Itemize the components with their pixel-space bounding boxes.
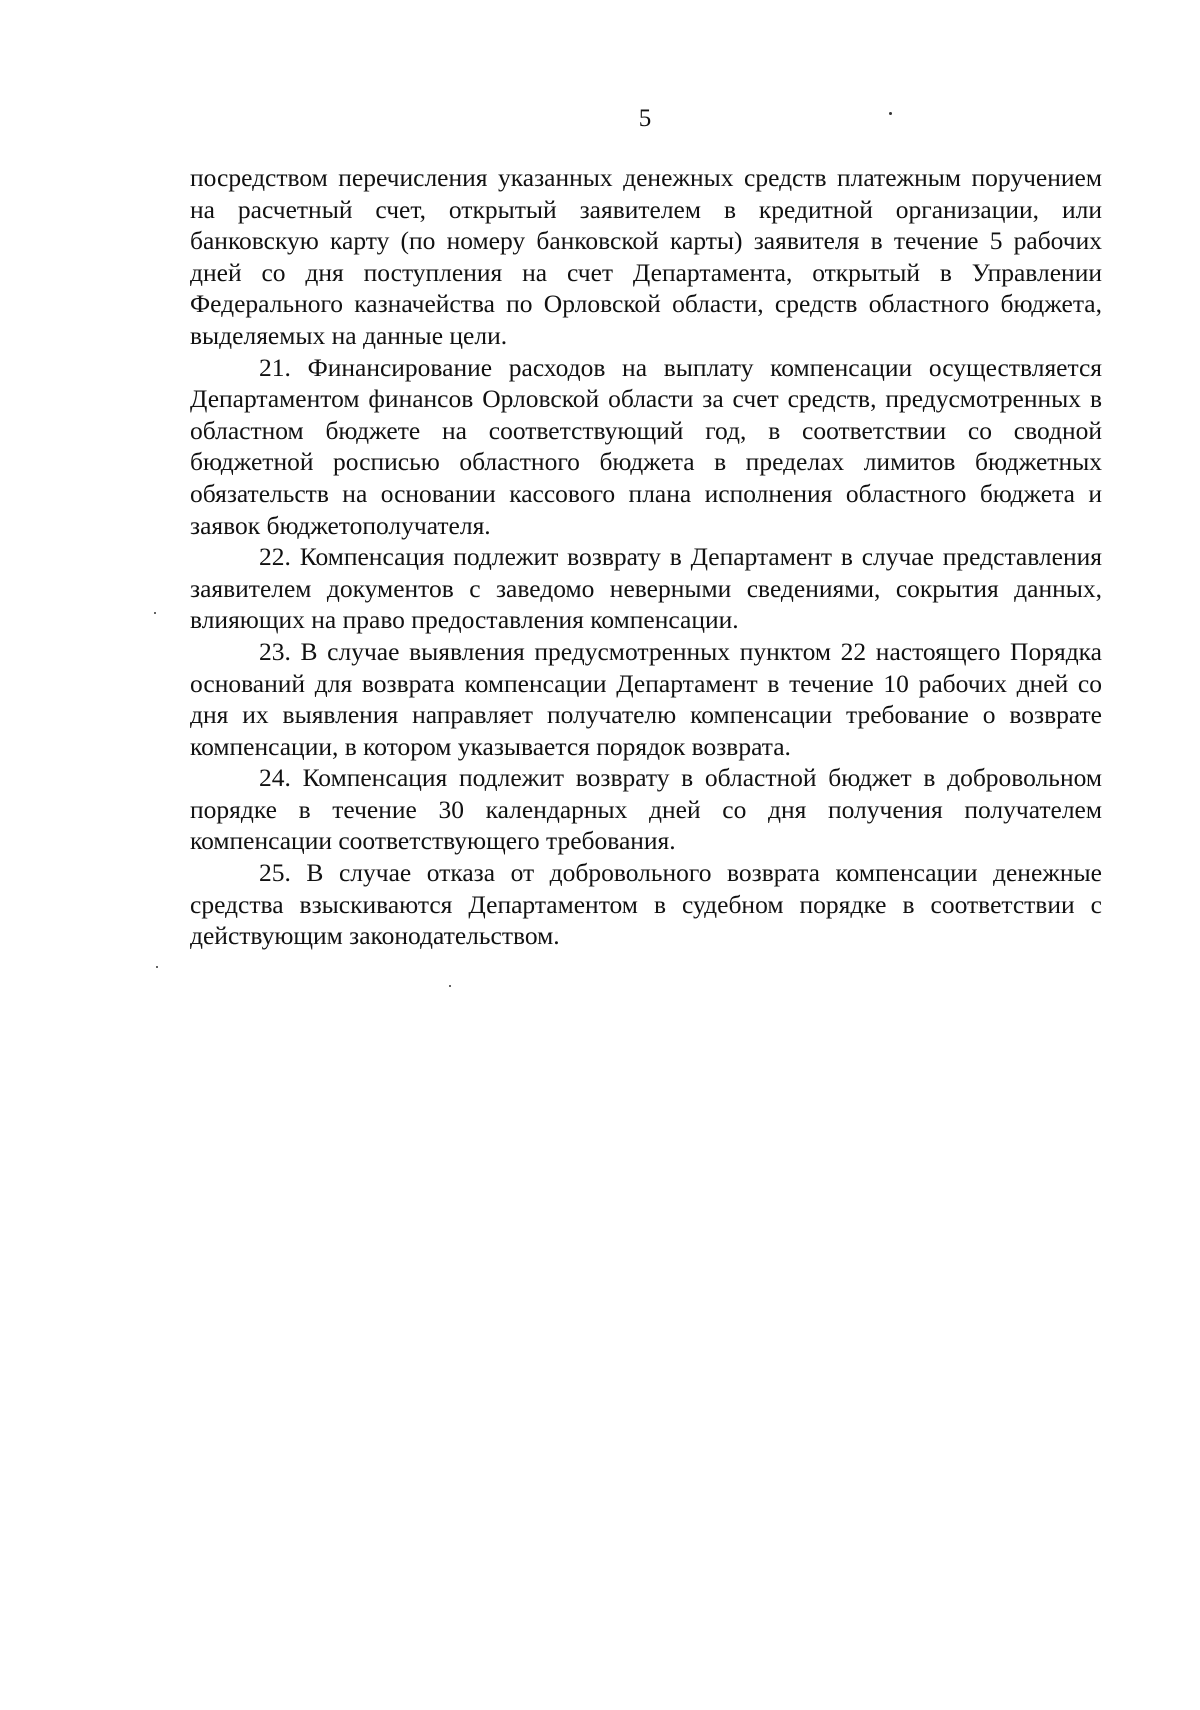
- paragraph-continuation: посредством перечисления указанных денежных средств платежным поручением на расчетный счет, открытый заявителем в кредитной организации, или банковскую карту (по номеру банковской карты) заявителя в течение 5 рабочих дней со дня поступления на счет Департамента, открытый в Управлении Федерального казначейства по Орловской области, средств областного бюджета, выделяемых на данные цели.: [190, 163, 1102, 350]
- scan-speck: [156, 966, 158, 968]
- scan-speck: [154, 612, 156, 614]
- paragraph-25: 25. В случае отказа от добровольного возврата компенсации денежные средства взыскиваются Департаментом в судебном порядке в соответствии с действующим законодательством.: [190, 858, 1102, 951]
- paragraph-22: 22. Компенсация подлежит возврату в Департамент в случае представления заявителем документов с заведомо неверными сведениями, сокрытия данных, влияющих на право предоставления компенсации.: [190, 542, 1102, 635]
- document-body: [190, 162, 1102, 952]
- scan-speck: [449, 985, 451, 987]
- paragraph-21: 21. Финансирование расходов на выплату компенсации осуществляется Департаментом финансов Орловской области за счет средств, предусмотренных в областном бюджете на соответствующий год, в соответствии со сводной бюджетной росписью областного бюджета в пределах лимитов бюджетных обязательств на основании кассового плана исполнения областного бюджета и заявок бюджетополучателя.: [190, 352, 1102, 540]
- paragraph-23: 23. В случае выявления предусмотренных пунктом 22 настоящего Порядка оснований для возврата компенсации Департамент в течение 10 рабочих дней со дня их выявления направляет получателю компенсации требование о возврате компенсации, в котором указывается порядок возврата.: [190, 636, 1102, 761]
- scan-speck: [889, 112, 892, 115]
- page-number: 5: [638, 105, 652, 132]
- paragraph-24: 24. Компенсация подлежит возврату в областной бюджет в добровольном порядке в течение 30 календарных дней со дня получения получателем компенсации соответствующего требования.: [190, 763, 1102, 856]
